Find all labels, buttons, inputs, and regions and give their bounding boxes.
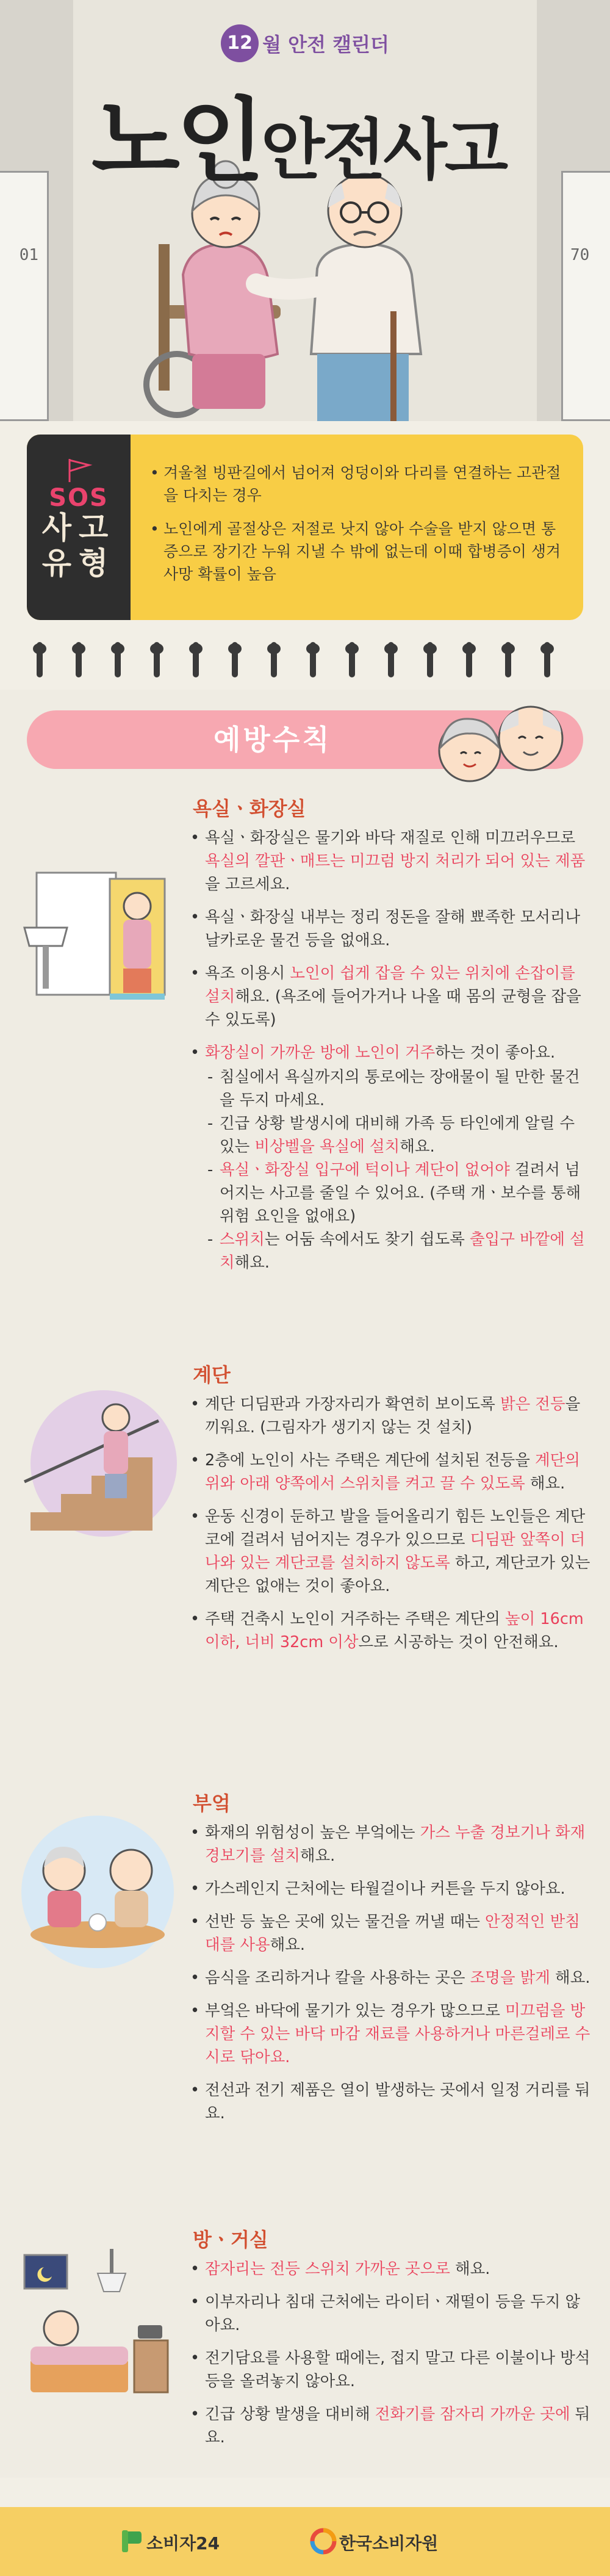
kca-logo-icon xyxy=(310,2528,337,2555)
bedroom-tips xyxy=(190,2257,593,2459)
tip-item: • 선반 등 높은 곳에 있는 물건을 꺼낼 때는 안정적인 받침대를 사용해요. xyxy=(190,1910,593,1957)
kca-logo: 한국소비자원 xyxy=(339,2533,439,2553)
tip-item: • 전선과 전기 제품은 열이 발생하는 곳에서 일정 거리를 둬요. xyxy=(190,2079,593,2125)
bedroom-illustration xyxy=(18,2249,177,2408)
highlight: 노인이 쉽게 잡을 수 있는 위치에 손잡이를 설치 xyxy=(205,964,575,1006)
stairs-tips xyxy=(190,1393,593,1664)
tip-item: • 화재의 위험성이 높은 부엌에는 가스 누출 경보기나 화재경보기를 설치해요. xyxy=(190,1821,593,1867)
accident-type-label-line1: 사고 xyxy=(41,510,116,546)
highlight: 욕실의 깔판ㆍ매트는 미끄럼 방지 처리가 되어 있는 제품 xyxy=(205,852,586,870)
tip-item: • 화장실이 가까운 방에 노인이 거주하는 것이 좋아요. - 침실에서 욕실까지의 통로에는 장애물이 될 만한 물건을 두지 마세요. - 긴급 상황 발생시에 대비해 가족 등 타인에게 알릴 수 있는 비상벨을 욕실에 설치해요. - 욕실ㆍ화장실 입구에 턱이나 계단이 없어야 걸려서 넘어지는 사고를 줄일 수 있어요. (주택 개ㆍ보수를 통해 위험 요인을 없애요) - 스위치는 어둠 속에서도 찾기 쉽도록 출입구 바깥에 설치해요. xyxy=(190,1041,593,1274)
bathroom-illustration xyxy=(18,848,177,1007)
accident-type-item: • 노인에게 골절상은 저절로 낫지 않아 수술을 받지 않으면 통증으로 장기간 누워 지낼 수 밖에 없는데 이때 합병증이 생겨 사망 확률이 높음 xyxy=(149,518,565,585)
highlight: 안정적인 받침대를 사용 xyxy=(205,1913,580,1954)
tip-item: • 욕실ㆍ화장실 내부는 정리 정돈을 잘해 뾰족한 모서리나 날카로운 물건 등을 없애요. xyxy=(190,906,593,952)
sub-tip-list xyxy=(205,1066,593,1274)
accident-type-list xyxy=(149,461,565,596)
section-title: 방ㆍ거실 xyxy=(193,2228,268,2251)
section-bathroom xyxy=(0,793,610,1404)
accident-type-item: • 겨울철 빙판길에서 넘어져 엉덩이와 다리를 연결하는 고관절을 다치는 경우 xyxy=(149,461,565,507)
footer xyxy=(0,2507,610,2576)
section-title: 계단 xyxy=(193,1363,231,1387)
door-left xyxy=(0,171,49,421)
highlight: 비상벨을 욕실에 설치 xyxy=(254,1138,400,1156)
consumer24-logo: 소비자24 xyxy=(146,2533,220,2553)
highlight: 높이 16cm 이하, 너비 32cm 이상 xyxy=(205,1610,584,1651)
tip-item: • 계단 디딤판과 가장자리가 확연히 보이도록 밝은 전등을 끼워요. (그림자가 생기지 않는 것 설치) xyxy=(190,1393,593,1439)
highlight: 조명을 밝게 xyxy=(470,1969,550,1987)
tip-item: • 음식을 조리하거나 칼을 사용하는 곳은 조명을 밝게 해요. xyxy=(190,1966,593,1990)
tip-item: • 긴급 상황 발생을 대비해 전화기를 잠자리 가까운 곳에 둬요. xyxy=(190,2403,593,2449)
month-number-badge: 12 xyxy=(221,24,259,62)
tip-item: • 욕조 이용시 노인이 쉽게 잡을 수 있는 위치에 손잡이를 설치해요. (욕조에 들어가거나 나올 때 몸의 균형을 잡을 수 있도록) xyxy=(190,962,593,1031)
flag-icon xyxy=(63,456,94,483)
section-stairs xyxy=(0,1360,610,1787)
tip-item: • 욕실ㆍ화장실은 물기와 바닥 재질로 인해 미끄러우므로 욕실의 깔판ㆍ매트는 미끄럼 방지 처리가 되어 있는 제품을 고르세요. xyxy=(190,826,593,896)
section-title: 욕실ㆍ화장실 xyxy=(193,797,306,820)
tip-item: • 2층에 노인이 사는 주택은 계단에 설치된 전등을 계단의 위와 아래 양쪽에서 스위치를 켜고 끌 수 있도록 해요. xyxy=(190,1449,593,1495)
spiral-binding xyxy=(37,642,573,679)
prevention-title: 예방수칙 xyxy=(214,723,332,756)
door-right xyxy=(561,171,610,421)
highlight: 전화기를 잠자리 가까운 곳에 xyxy=(375,2405,570,2423)
header xyxy=(0,0,610,421)
door-number-right: 70 xyxy=(570,246,590,264)
door-number-left: 01 xyxy=(19,246,38,264)
tip-item: • 가스레인지 근처에는 타월걸이나 커튼을 두지 않아요. xyxy=(190,1877,593,1900)
sub-tip-item: - 침실에서 욕실까지의 통로에는 장애물이 될 만한 물건을 두지 마세요. xyxy=(205,1066,593,1112)
tip-item: • 부엌은 바닥에 물기가 있는 경우가 많으므로 미끄럼을 방지할 수 있는 바닥 마감 재료를 사용하거나 마른걸레로 수시로 닦아요. xyxy=(190,1999,593,2069)
section-bedroom xyxy=(0,2224,610,2493)
kitchen-illustration xyxy=(18,1813,177,1971)
page-title-main: 노인 xyxy=(92,88,261,195)
sos-badge: SOS xyxy=(49,484,109,512)
consumer24-logo-icon xyxy=(121,2529,143,2553)
sos-panel xyxy=(27,435,131,620)
page-title xyxy=(92,67,506,199)
tip-item: • 운동 신경이 둔하고 발을 들어올리기 힘든 노인들은 계단코에 걸려서 넘어지는 경우가 있으므로 디딤판 앞쪽이 더 나와 있는 계단코를 설치하지 않도록 하고, 계단코가 있는 계단은 없애는 것이 좋아요. xyxy=(190,1505,593,1598)
sub-tip-item: - 욕실ㆍ화장실 입구에 턱이나 계단이 없어야 걸려서 넘어지는 사고를 줄일 수 있어요. (주택 개ㆍ보수를 통해 위험 요인을 없애요) xyxy=(205,1158,593,1228)
accident-type-card xyxy=(27,435,583,620)
tip-item: • 이부자리나 침대 근처에는 라이터ㆍ재떨이 등을 두지 않아요. xyxy=(190,2290,593,2337)
highlight: 스위치 xyxy=(220,1230,265,1249)
highlight: 출입구 바깥에 설치 xyxy=(220,1230,585,1272)
page-title-sub: 안전사고 xyxy=(260,112,506,189)
highlight: 미끄럼을 방지할 수 있는 바닥 마감 재료를 사용하거나 마른걸레로 수시로 닦아요. xyxy=(205,2002,590,2066)
section-title: 부엌 xyxy=(193,1792,231,1815)
highlight: 가스 누출 경보기나 화재경보기를 설치 xyxy=(205,1824,586,1865)
tip-item: • 주택 건축시 노인이 거주하는 주택은 계단의 높이 16cm 이하, 너비 32cm 이상으로 시공하는 것이 안전해요. xyxy=(190,1607,593,1654)
stairs-illustration xyxy=(18,1384,177,1543)
sub-tip-item: - 긴급 상황 발생시에 대비해 가족 등 타인에게 알릴 수 있는 비상벨을 욕실에 설치해요. xyxy=(205,1112,593,1158)
accident-type-label-line2: 유형 xyxy=(41,546,116,581)
highlight: 화장실이 가까운 방에 노인이 거주 xyxy=(205,1044,436,1062)
month-heading xyxy=(0,24,610,62)
highlight: 밝은 전등 xyxy=(500,1395,565,1413)
month-calendar-label: 월 안전 캘린더 xyxy=(262,33,389,56)
section-kitchen xyxy=(0,1788,610,2215)
tip-item: • 전기담요를 사용할 때에는, 접지 말고 다른 이불이나 방석 등을 올려놓지 않아요. xyxy=(190,2347,593,2393)
highlight: 디딤판 앞쪽이 더 나와 있는 계단코를 설치하지 않도록 xyxy=(205,1531,586,1572)
tip-item: • 잠자리는 전등 스위치 가까운 곳으로 해요. xyxy=(190,2257,593,2281)
highlight: 잠자리는 전등 스위치 가까운 곳으로 xyxy=(205,2260,450,2278)
bathroom-tips xyxy=(190,826,593,1284)
kitchen-tips xyxy=(190,1821,593,2135)
elderly-faces-illustration xyxy=(427,696,580,787)
sub-tip-item: - 스위치는 어둠 속에서도 찾기 쉽도록 출입구 바깥에 설치해요. xyxy=(205,1228,593,1274)
highlight: 계단의 위와 아래 양쪽에서 스위치를 켜고 끌 수 있도록 xyxy=(205,1451,580,1493)
highlight: 욕실ㆍ화장실 입구에 턱이나 계단이 없어야 xyxy=(220,1161,510,1179)
